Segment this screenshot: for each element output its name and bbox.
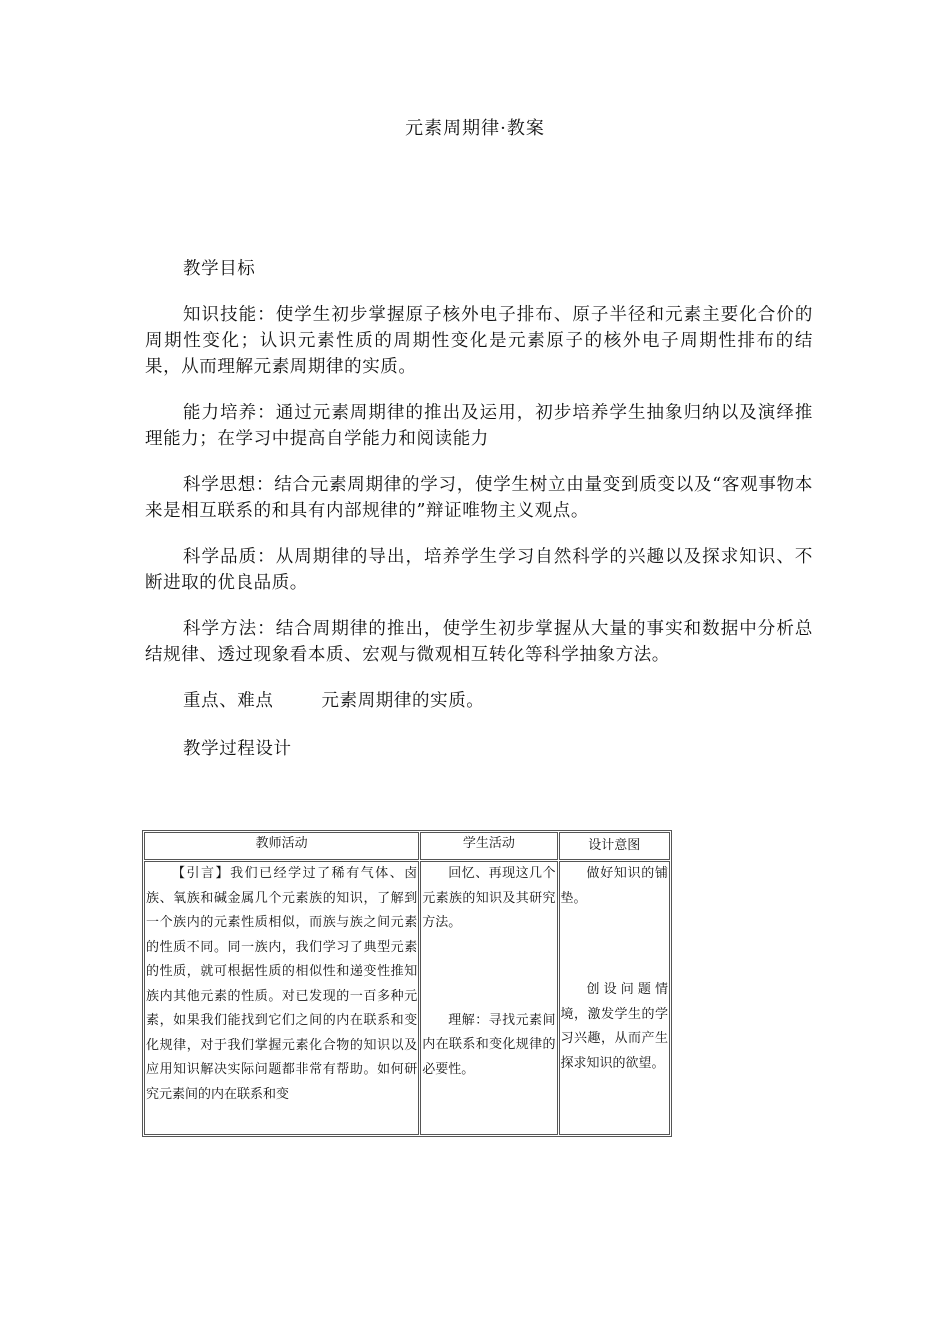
key-points-label: 重点、难点 bbox=[183, 691, 274, 711]
paragraph-knowledge-skills: 知识技能：使学生初步掌握原子核外电子排布、原子半径和元素主要化合价的周期性变化；认识元素性质的周期性变化是元素原子的核外电子周期性排布的结果，从而理解元素周期律的实质。 bbox=[145, 305, 813, 377]
paragraph-ability: 能力培养：通过元素周期律的推出及运用，初步培养学生抽象归纳以及演绎推理能力；在学习中提高自学能力和阅读能力 bbox=[145, 403, 813, 449]
section-heading-goals: 教学目标 bbox=[183, 259, 256, 279]
cell-design-intent bbox=[559, 861, 670, 1135]
document-title: 元素周期律·教案 bbox=[405, 118, 545, 139]
key-points-line bbox=[145, 688, 813, 714]
paragraph-scientific-method: 科学方法：结合周期律的推出，使学生初步掌握从大量的事实和数据中分析总结规律、透过现象看本质、宏观与微观相互转化等科学抽象方法。 bbox=[145, 619, 813, 665]
key-points-value: 元素周期律的实质。 bbox=[321, 691, 485, 711]
student-activity-recall: 回忆、再现这几个元素族的知识及其研究方法。 bbox=[422, 866, 556, 930]
header-teacher-activity: 教师活动 bbox=[144, 832, 419, 860]
design-intent-motivation: 创设问题情境，激发学生的学习兴趣，从而产生探求知识的欲望。 bbox=[560, 982, 668, 1071]
student-activity-understand: 理解：寻找元素间内在联系和变化规律的必要性。 bbox=[422, 1012, 556, 1077]
section-heading-process: 教学过程设计 bbox=[183, 739, 292, 759]
cell-student-activity bbox=[420, 861, 557, 1135]
lesson-design-table bbox=[142, 830, 672, 1137]
paragraph-scientific-quality: 科学品质：从周期律的导出，培养学生学习自然科学的兴趣以及探求知识、不断进取的优良品质。 bbox=[145, 547, 813, 593]
design-intent-foundation: 做好知识的铺垫。 bbox=[560, 866, 668, 906]
header-design-intent: 设计意图 bbox=[559, 832, 670, 860]
teacher-activity-text: 【引言】我们已经学过了稀有气体、卤族、氧族和碱金属几个元素族的知识，了解到一个族内的元素性质相似，而族与族之间元素的性质不同。同一族内，我们学习了典型元素的性质，就可根据性质的相似性和递变性推知族内其他元素的性质。对已发现的一百多种元素，如果我们能找到它们之间的内在联系和变化规律，对于我们掌握元素化合物的知识以及应用知识解决实际问题都非常有帮助。如何研究元素间的内在联系和变 bbox=[146, 866, 418, 1102]
table-header-row bbox=[144, 832, 670, 860]
table-row bbox=[144, 861, 670, 1135]
header-student-activity: 学生活动 bbox=[420, 832, 557, 860]
cell-teacher-activity bbox=[144, 861, 419, 1135]
paragraph-scientific-thinking: 科学思想：结合元素周期律的学习，使学生树立由量变到质变以及“客观事物本来是相互联系的和具有内部规律的”辩证唯物主义观点。 bbox=[145, 475, 813, 521]
